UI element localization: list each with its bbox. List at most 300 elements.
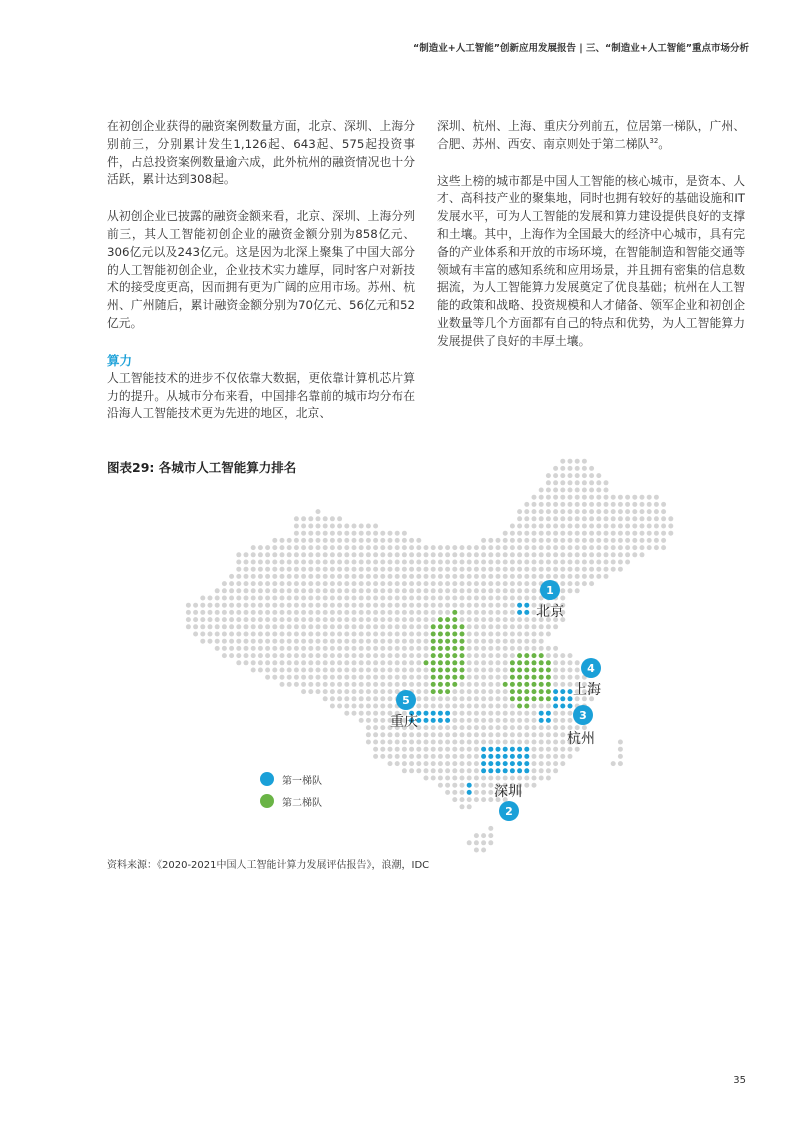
map-dot <box>575 588 580 593</box>
map-dot <box>373 718 378 723</box>
map-dot <box>474 754 479 759</box>
tier1-dot <box>481 747 486 752</box>
map-dot <box>388 531 393 536</box>
map-dot <box>467 567 472 572</box>
map-dot <box>560 531 565 536</box>
tier1-dot <box>503 768 508 773</box>
map-dot <box>460 754 465 759</box>
map-dot <box>395 747 400 752</box>
map-dot <box>553 660 558 665</box>
map-dot <box>388 754 393 759</box>
map-dot <box>373 588 378 593</box>
map-dot <box>568 502 573 507</box>
map-dot <box>366 560 371 565</box>
map-dot <box>496 581 501 586</box>
map-dot <box>424 761 429 766</box>
map-dot <box>316 538 321 543</box>
map-dot <box>337 588 342 593</box>
map-dot <box>474 639 479 644</box>
map-dot <box>524 538 529 543</box>
tier1-dot <box>539 711 544 716</box>
map-dot <box>568 538 573 543</box>
map-dot <box>287 603 292 608</box>
map-dot <box>589 480 594 485</box>
map-dot <box>380 653 385 658</box>
map-dot <box>553 740 558 745</box>
map-dot <box>546 545 551 550</box>
tier2-dot <box>452 653 457 658</box>
tier2-dot <box>460 639 465 644</box>
map-dot <box>488 596 493 601</box>
map-dot <box>553 732 558 737</box>
map-dot <box>280 660 285 665</box>
map-dot <box>388 624 393 629</box>
map-dot <box>510 732 515 737</box>
map-dot <box>431 552 436 557</box>
map-dot <box>287 538 292 543</box>
map-dot <box>236 639 241 644</box>
map-dot <box>611 761 616 766</box>
map-dot <box>488 617 493 622</box>
map-dot <box>323 646 328 651</box>
map-dot <box>373 545 378 550</box>
map-dot <box>337 624 342 629</box>
tier2-dot <box>438 682 443 687</box>
map-dot <box>308 552 313 557</box>
map-dot <box>460 711 465 716</box>
tier1-dot <box>424 711 429 716</box>
map-dot <box>438 747 443 752</box>
map-dot <box>424 689 429 694</box>
map-dot <box>344 653 349 658</box>
map-dot <box>330 560 335 565</box>
map-dot <box>366 538 371 543</box>
map-dot <box>596 509 601 514</box>
map-dot <box>524 588 529 593</box>
map-dot <box>481 624 486 629</box>
map-dot <box>352 646 357 651</box>
tier1-dot <box>553 689 558 694</box>
map-dot <box>496 610 501 615</box>
map-dot <box>481 833 486 838</box>
map-dot <box>481 776 486 781</box>
map-dot <box>438 732 443 737</box>
map-dot <box>323 588 328 593</box>
map-dot <box>431 704 436 709</box>
tier2-dot <box>460 668 465 673</box>
map-dot <box>402 596 407 601</box>
map-dot <box>452 689 457 694</box>
map-dot <box>625 509 630 514</box>
tier2-dot <box>510 696 515 701</box>
map-dot <box>352 711 357 716</box>
tier2-dot <box>517 704 522 709</box>
map-dot <box>532 732 537 737</box>
map-dot <box>575 552 580 557</box>
map-dot <box>330 581 335 586</box>
tier2-dot <box>438 668 443 673</box>
map-dot <box>640 545 645 550</box>
tier2-dot <box>438 689 443 694</box>
map-dot <box>373 560 378 565</box>
map-dot <box>589 552 594 557</box>
map-dot <box>294 538 299 543</box>
map-dot <box>452 725 457 730</box>
map-dot <box>517 588 522 593</box>
map-dot <box>503 675 508 680</box>
map-dot <box>294 660 299 665</box>
map-dot <box>366 711 371 716</box>
map-dot <box>344 588 349 593</box>
map-dot <box>503 718 508 723</box>
map-dot <box>460 768 465 773</box>
map-dot <box>200 610 205 615</box>
map-dot <box>251 581 256 586</box>
map-dot <box>344 675 349 680</box>
map-dot <box>366 689 371 694</box>
map-dot <box>618 516 623 521</box>
map-dot <box>416 682 421 687</box>
map-dot <box>431 617 436 622</box>
map-dot <box>323 596 328 601</box>
map-dot <box>359 617 364 622</box>
map-dot <box>424 588 429 593</box>
map-dot <box>539 740 544 745</box>
map-dot <box>337 660 342 665</box>
map-dot <box>452 747 457 752</box>
city-marker-chongqing[interactable] <box>390 690 418 730</box>
map-dot <box>352 560 357 565</box>
map-dot <box>402 624 407 629</box>
map-dot <box>316 603 321 608</box>
map-dot <box>517 596 522 601</box>
map-dot <box>287 588 292 593</box>
map-dot <box>481 711 486 716</box>
map-dot <box>560 459 565 464</box>
footnote-ref[interactable]: 32 <box>649 136 659 145</box>
map-dot <box>452 603 457 608</box>
map-dot <box>524 783 529 788</box>
map-dot <box>604 567 609 572</box>
tier1-dot <box>467 790 472 795</box>
tier2-dot <box>510 668 515 673</box>
map-dot <box>251 574 256 579</box>
tier2-dot <box>452 668 457 673</box>
map-dot <box>344 574 349 579</box>
map-dot <box>568 473 573 478</box>
map-dot <box>488 704 493 709</box>
tier1-dot <box>517 761 522 766</box>
map-dot <box>604 545 609 550</box>
map-dot <box>517 567 522 572</box>
map-dot <box>546 574 551 579</box>
map-dot <box>604 488 609 493</box>
map-dot <box>301 624 306 629</box>
map-dot <box>294 524 299 529</box>
map-dot <box>568 675 573 680</box>
map-dot <box>388 668 393 673</box>
map-dot <box>467 740 472 745</box>
map-dot <box>532 552 537 557</box>
map-dot <box>632 495 637 500</box>
map-dot <box>193 610 198 615</box>
map-dot <box>208 639 213 644</box>
map-dot <box>553 653 558 658</box>
tier2-dot <box>539 660 544 665</box>
map-dot <box>272 668 277 673</box>
map-dot <box>323 610 328 615</box>
map-dot <box>524 732 529 737</box>
map-dot <box>366 725 371 730</box>
map-dot <box>308 624 313 629</box>
map-dot <box>632 502 637 507</box>
map-dot <box>366 545 371 550</box>
map-dot <box>496 776 501 781</box>
map-dot <box>568 660 573 665</box>
tier1-dot <box>481 761 486 766</box>
map-dot <box>366 668 371 673</box>
map-dot <box>460 776 465 781</box>
map-dot <box>352 689 357 694</box>
map-dot <box>337 682 342 687</box>
map-dot <box>272 660 277 665</box>
map-dot <box>344 624 349 629</box>
map-dot <box>373 725 378 730</box>
map-dot <box>236 596 241 601</box>
map-dot <box>438 725 443 730</box>
map-dot <box>323 524 328 529</box>
map-dot <box>510 538 515 543</box>
map-dot <box>467 574 472 579</box>
map-dot <box>366 696 371 701</box>
map-dot <box>532 516 537 521</box>
map-dot <box>582 725 587 730</box>
map-dot <box>474 747 479 752</box>
map-dot <box>560 711 565 716</box>
map-dot <box>546 725 551 730</box>
map-dot <box>611 502 616 507</box>
map-dot <box>654 495 659 500</box>
map-dot <box>539 725 544 730</box>
map-dot <box>373 596 378 601</box>
tier1-dot <box>517 747 522 752</box>
map-dot <box>481 639 486 644</box>
map-dot <box>452 596 457 601</box>
map-dot <box>503 603 508 608</box>
map-dot <box>258 617 263 622</box>
map-dot <box>395 567 400 572</box>
tier1-dot <box>568 696 573 701</box>
map-dot <box>474 783 479 788</box>
map-dot <box>589 466 594 471</box>
map-dot <box>488 732 493 737</box>
map-dot <box>452 783 457 788</box>
map-dot <box>316 646 321 651</box>
map-dot <box>553 531 558 536</box>
tier2-dot <box>438 639 443 644</box>
tier2-dot <box>445 632 450 637</box>
map-dot <box>186 603 191 608</box>
tier1-dot <box>481 754 486 759</box>
map-dot <box>323 639 328 644</box>
map-dot <box>330 704 335 709</box>
map-dot <box>532 560 537 565</box>
map-dot <box>215 639 220 644</box>
tier2-dot <box>460 653 465 658</box>
tier2-dot <box>431 653 436 658</box>
map-dot <box>575 675 580 680</box>
map-dot <box>445 747 450 752</box>
map-dot <box>337 675 342 680</box>
map-dot <box>316 632 321 637</box>
map-dot <box>611 567 616 572</box>
map-dot <box>258 646 263 651</box>
map-dot <box>503 740 508 745</box>
map-dot <box>258 668 263 673</box>
map-dot <box>359 552 364 557</box>
map-dot <box>272 574 277 579</box>
tier2-dot <box>445 668 450 673</box>
map-dot <box>568 581 573 586</box>
legend-swatch-tier2 <box>260 794 274 808</box>
map-dot <box>474 768 479 773</box>
tier2-dot <box>431 646 436 651</box>
map-dot <box>568 560 573 565</box>
map-dot <box>575 459 580 464</box>
map-dot <box>575 545 580 550</box>
map-dot <box>560 473 565 478</box>
map-dot <box>337 603 342 608</box>
map-dot <box>236 560 241 565</box>
map-dot <box>388 617 393 622</box>
map-dot <box>424 581 429 586</box>
map-dot <box>510 653 515 658</box>
map-dot <box>467 797 472 802</box>
map-dot <box>524 632 529 637</box>
map-dot <box>330 524 335 529</box>
map-dot <box>431 768 436 773</box>
map-dot <box>330 567 335 572</box>
map-dot <box>517 732 522 737</box>
tier2-dot <box>445 675 450 680</box>
map-dot <box>553 754 558 759</box>
map-dot <box>503 732 508 737</box>
map-dot <box>337 581 342 586</box>
map-dot <box>301 567 306 572</box>
map-dot <box>388 646 393 651</box>
map-dot <box>560 552 565 557</box>
map-dot <box>294 624 299 629</box>
map-dot <box>445 567 450 572</box>
map-dot <box>517 531 522 536</box>
map-dot <box>532 740 537 745</box>
map-dot <box>316 588 321 593</box>
map-dot <box>611 509 616 514</box>
map-dot <box>568 711 573 716</box>
map-dot <box>409 581 414 586</box>
map-dot <box>402 653 407 658</box>
map-dot <box>467 704 472 709</box>
map-dot <box>460 783 465 788</box>
map-dot <box>452 704 457 709</box>
map-dot <box>200 596 205 601</box>
map-dot <box>301 689 306 694</box>
map-dot <box>258 545 263 550</box>
map-dot <box>208 624 213 629</box>
map-dot <box>503 646 508 651</box>
map-dot <box>416 689 421 694</box>
map-dot <box>618 740 623 745</box>
tier2-dot <box>452 675 457 680</box>
map-dot <box>402 761 407 766</box>
map-dot <box>359 696 364 701</box>
map-dot <box>460 696 465 701</box>
map-dot <box>337 516 342 521</box>
map-dot <box>316 509 321 514</box>
map-dot <box>589 516 594 521</box>
map-dot <box>517 538 522 543</box>
map-dot <box>503 711 508 716</box>
map-dot <box>618 502 623 507</box>
map-dot <box>539 567 544 572</box>
map-dot <box>467 761 472 766</box>
map-dot <box>359 581 364 586</box>
map-dot <box>438 754 443 759</box>
map-dot <box>388 574 393 579</box>
map-dot <box>560 488 565 493</box>
map-dot <box>287 596 292 601</box>
tier2-dot <box>431 675 436 680</box>
tier2-dot <box>460 660 465 665</box>
tier2-dot <box>524 653 529 658</box>
map-dot <box>272 617 277 622</box>
map-dot <box>215 610 220 615</box>
tier2-dot <box>452 610 457 615</box>
map-dot <box>496 632 501 637</box>
map-dot <box>560 581 565 586</box>
map-dot <box>553 538 558 543</box>
map-dot <box>467 668 472 673</box>
map-dot <box>402 660 407 665</box>
map-dot <box>654 538 659 543</box>
legend-item-tier1 <box>260 768 322 790</box>
tier1-dot <box>488 768 493 773</box>
map-dot <box>258 610 263 615</box>
map-dot <box>539 560 544 565</box>
tier1-dot <box>510 754 515 759</box>
map-dot <box>460 740 465 745</box>
map-dot <box>265 603 270 608</box>
map-dot <box>640 524 645 529</box>
map-dot <box>287 668 292 673</box>
city-marker-shenzhen[interactable] <box>494 784 522 821</box>
map-dot <box>445 740 450 745</box>
map-dot <box>208 617 213 622</box>
map-dot <box>496 617 501 622</box>
map-dot <box>496 725 501 730</box>
map-dot <box>524 581 529 586</box>
map-dot <box>481 617 486 622</box>
map-dot <box>532 711 537 716</box>
map-dot <box>560 725 565 730</box>
map-dot <box>452 754 457 759</box>
tier2-dot <box>539 675 544 680</box>
map-dot <box>496 740 501 745</box>
map-dot <box>467 776 472 781</box>
map-dot <box>546 740 551 745</box>
map-dot <box>344 538 349 543</box>
map-dot <box>481 588 486 593</box>
